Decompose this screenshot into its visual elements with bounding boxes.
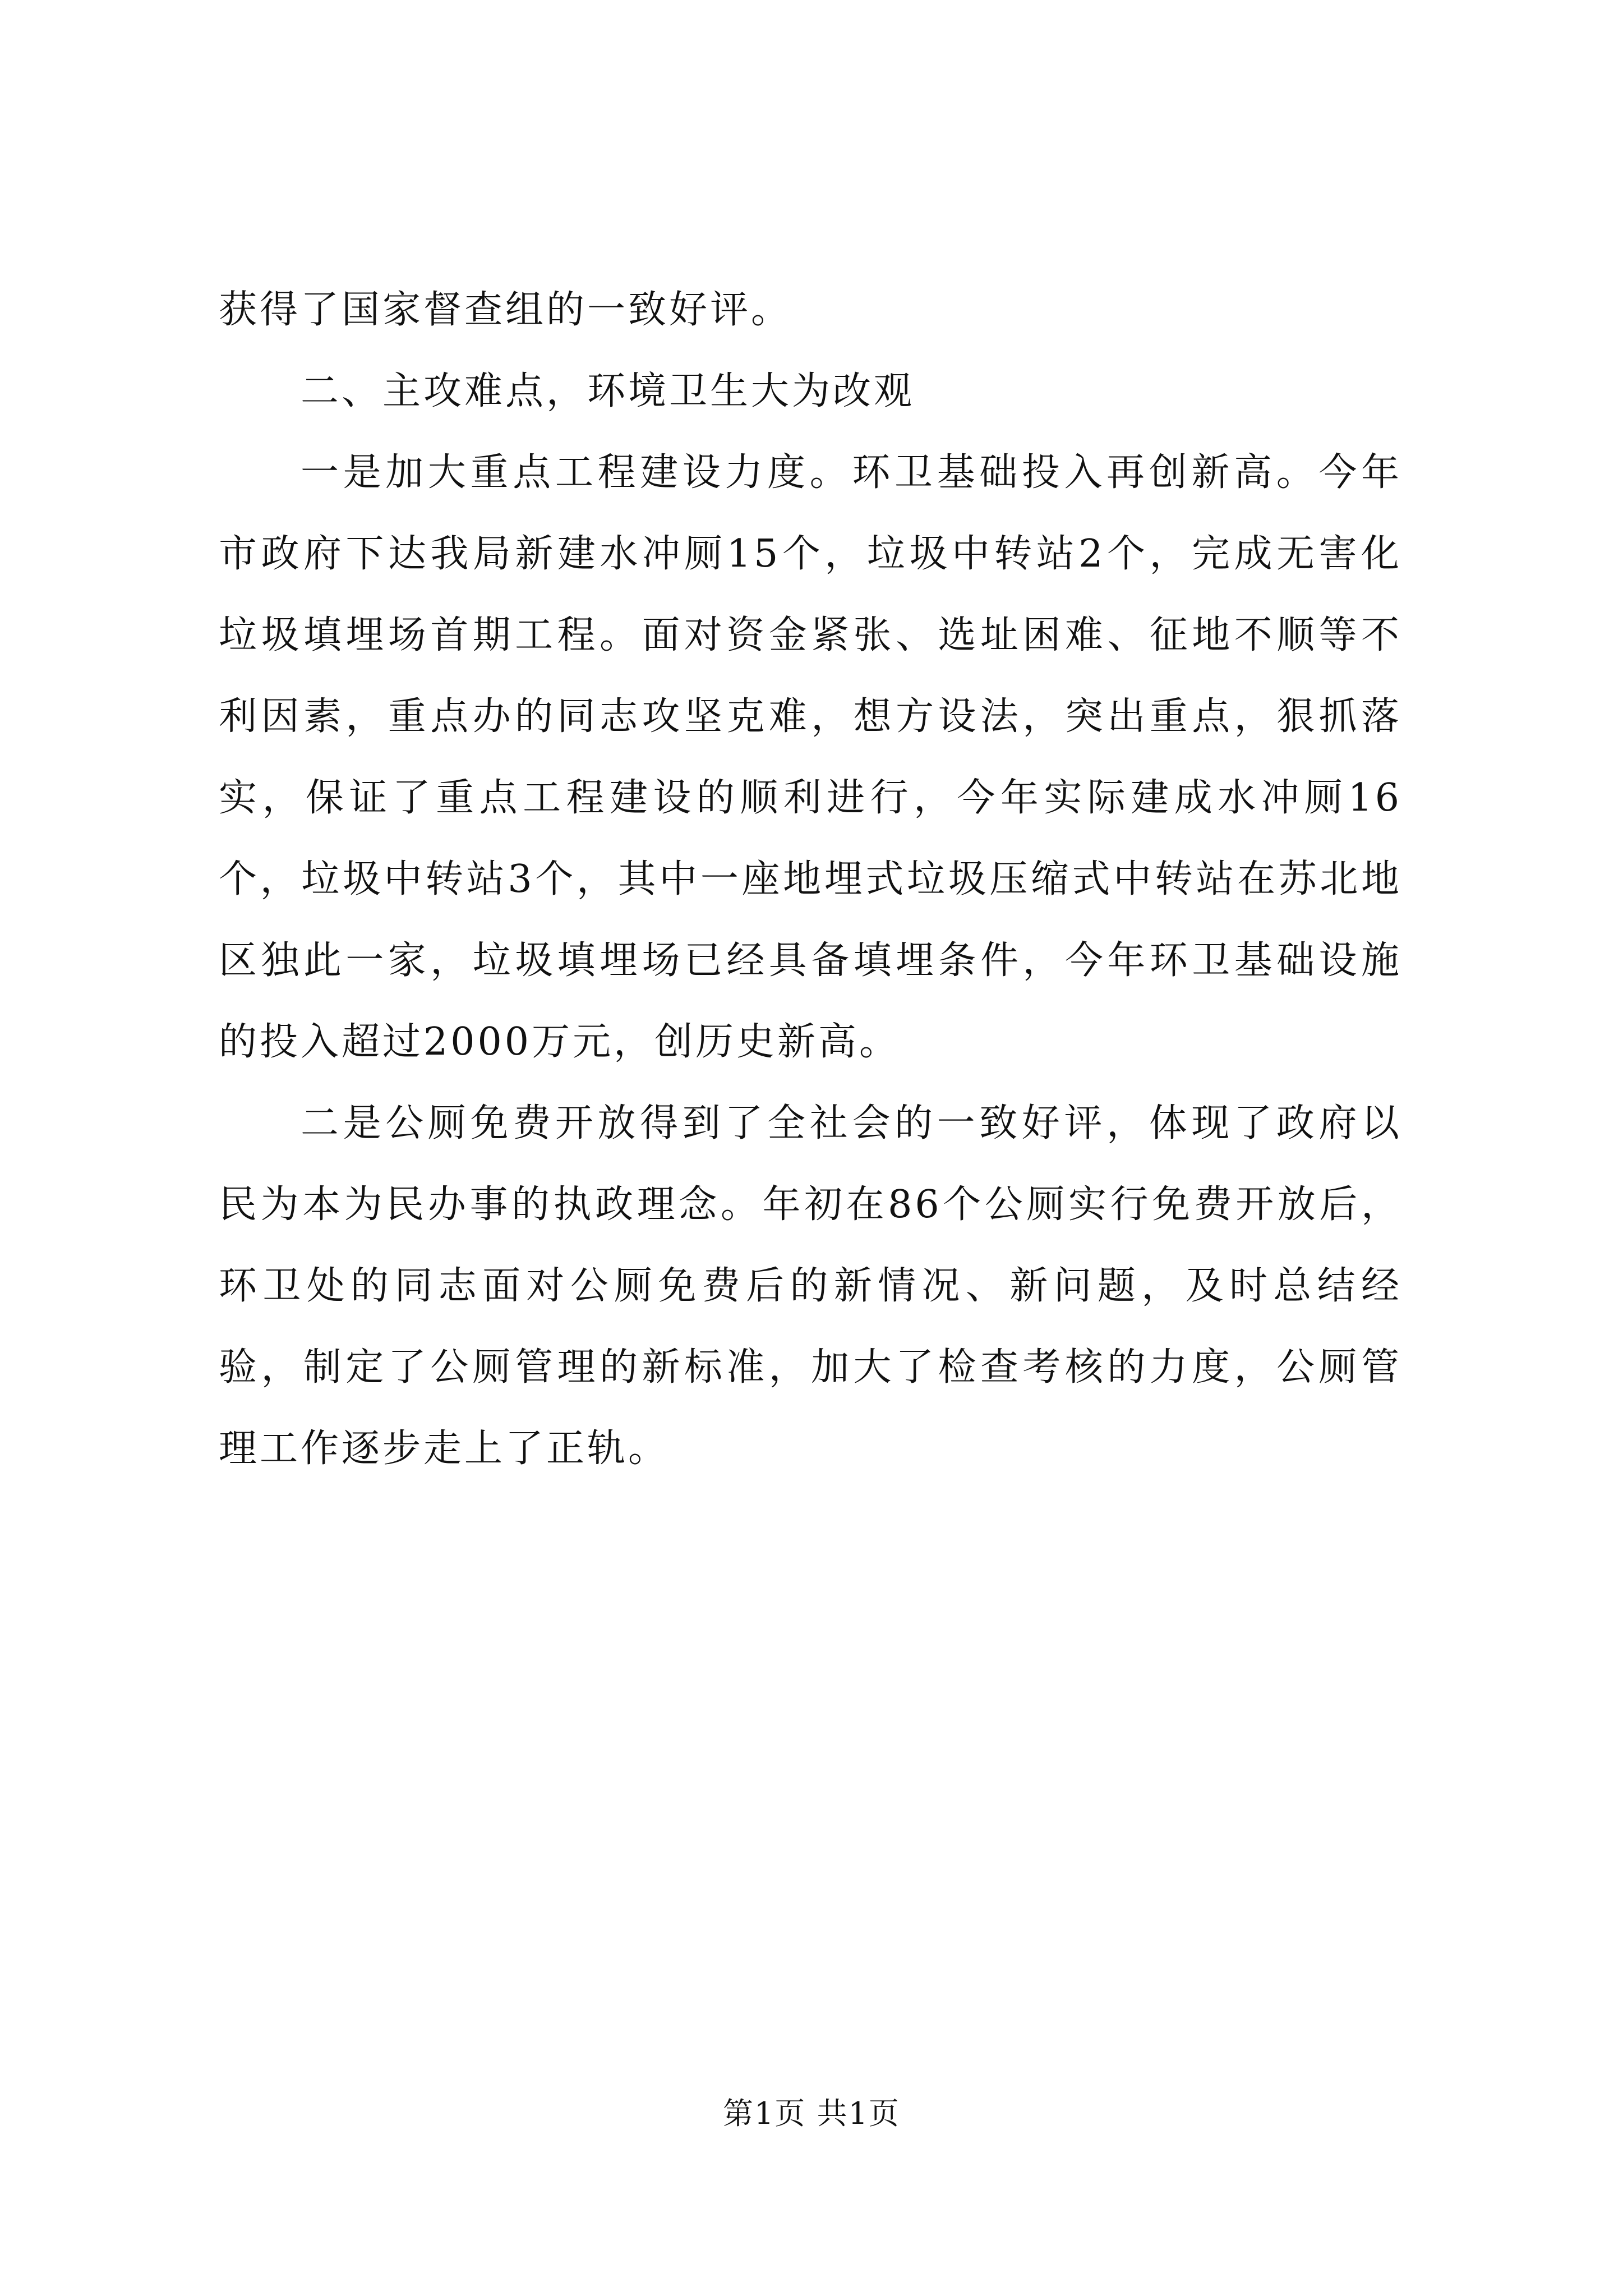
document-body: [219, 269, 1402, 1489]
page-number-footer: 第1页 共1页: [723, 2096, 900, 2131]
section-heading: 二、主攻难点，环境卫生大为改观: [301, 369, 915, 413]
paragraph-key-projects: 一是加大重点工程建设力度。环卫基础投入再创新高。今年市政府下达我局新建水冲厕15个，垃圾中转站2个，完成无害化垃圾填埋场首期工程。面对资金紧张、选址困难、征地不顺等不利因素，重点办的同志攻坚克难，想方设法，突出重点，狠抓落实，保证了重点工程建设的顺利进行，今年实际建成水冲厕16个，垃圾中转站3个，其中一座地埋式垃圾压缩式中转站在苏北地区独此一家，垃圾填埋场已经具备填埋条件，今年环卫基础设施的投入超过2000万元，创历史新高。: [219, 450, 1402, 1064]
paragraph-continuation: 获得了国家督查组的一致好评。: [219, 288, 792, 332]
paragraph-public-toilets: 二是公厕免费开放得到了全社会的一致好评，体现了政府以民为本为民办事的执政理念。年初在86个公厕实行免费开放后，环卫处的同志面对公厕免费后的新情况、新问题，及时总结经验，制定了公厕管理的新标准，加大了检查考核的力度，公厕管理工作逐步走上了正轨。: [219, 1101, 1402, 1471]
